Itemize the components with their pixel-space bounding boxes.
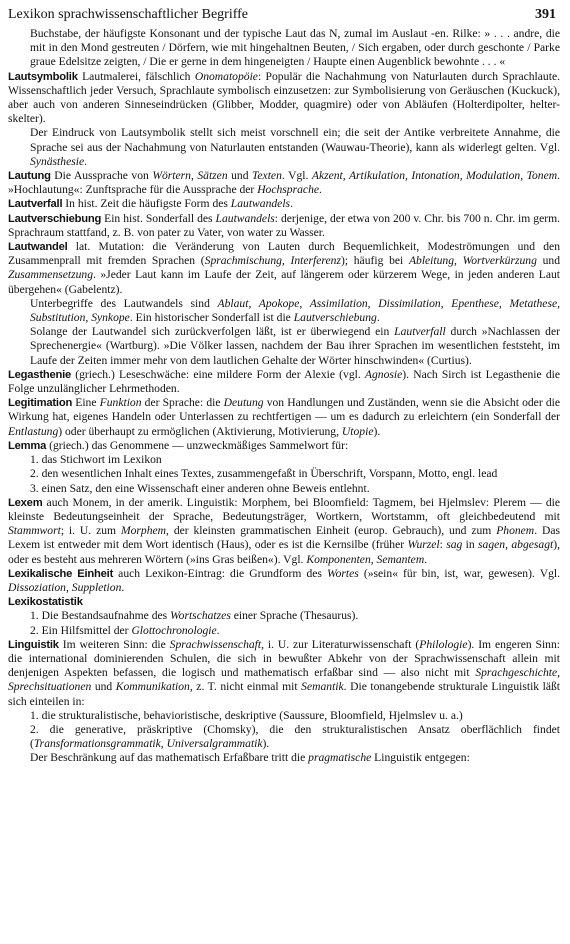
dictionary-entry	[8, 212, 560, 240]
text-run: 2. den wesentlichen Inhalt eines Textes, zusammengefaßt in Überschrift, Vorspann, Motto, engl. lead	[30, 467, 498, 481]
italic-term: Lautwandels	[230, 197, 291, 211]
italic-term: Phonem	[496, 524, 535, 538]
headword: Legitimation	[8, 397, 73, 410]
entry-definition	[8, 595, 560, 609]
entry-paragraph	[8, 325, 560, 368]
entry-definition	[8, 439, 560, 453]
text-run: 1. Die Bestandsaufnahme des	[30, 609, 171, 623]
text-run: 3. einen Satz, den eine Wissenschaft einer anderen ohne Beweis entlehnt.	[30, 481, 370, 495]
entry-definition	[8, 197, 560, 211]
text-run: .	[121, 580, 125, 594]
italic-term: Zusammensetzung	[8, 268, 94, 282]
dictionary-entry	[8, 638, 560, 766]
italic-term: Dissoziation, Suppletion	[8, 580, 122, 594]
text-run: und	[227, 169, 253, 183]
entry-list	[8, 27, 560, 766]
headword: Lautsymbolik	[8, 70, 78, 83]
italic-term: Glottochronologie	[131, 623, 217, 637]
italic-term: Philologie	[419, 637, 468, 651]
entry-definition	[8, 212, 560, 240]
italic-term: Wörtern, Sätzen	[152, 169, 228, 183]
dictionary-entry	[8, 595, 560, 638]
text-run: ). Im engeren Sinn: die international dominierenden Schulen, die sich in bewußter Abkehr von der Sprachwissenschaft allein mit denjenigen Aspekten befassen, die logisch und mathematisch erfaßbar sind — also nicht mit	[8, 637, 560, 680]
italic-term: Sprachmischung, Interferenz	[204, 254, 341, 268]
text-run: .	[376, 311, 380, 325]
italic-term: Semantik	[301, 680, 344, 694]
entry-definition	[8, 70, 560, 127]
running-title: Lexikon sprachwissenschaftlicher Begriffe	[8, 7, 248, 22]
headword: Lemma	[8, 439, 47, 452]
text-run: 1. die strukturalistische, behavioristische, deskriptive (Saussure, Bloomfield, Hjelmslev u. a.)	[30, 708, 463, 722]
text-run: Lautmalerei, fälschlich	[77, 69, 195, 83]
text-run: und	[536, 254, 560, 268]
italic-term: Entlastung	[8, 424, 59, 438]
list-item	[8, 482, 560, 496]
italic-term: Wortschatzes	[170, 609, 231, 623]
italic-term: abgesagt	[511, 538, 554, 552]
text-run: (»sein« für bin, ist, war, gewesen). Vgl.	[358, 566, 561, 580]
text-run: Solange der Lautwandel sich zurückverfolgen läßt, ist er überwiegend ein	[30, 325, 395, 339]
italic-term: Utopie	[341, 424, 374, 438]
italic-term: Onomatopöie	[194, 69, 258, 83]
text-run: :	[439, 538, 447, 552]
list-item	[8, 624, 560, 638]
italic-term: Kommunikation	[115, 680, 190, 694]
text-run: . Die tonangebende strukturale Linguistik läßt sich einteilen in:	[8, 680, 561, 708]
text-run: Unterbegriffe des Lautwandels sind	[30, 296, 218, 310]
text-run: Im weiteren Sinn: die	[58, 637, 170, 651]
page-header	[8, 6, 560, 23]
italic-term: Funktion	[99, 396, 142, 410]
text-run: und	[91, 680, 116, 694]
text-run: durch »Nachlassen der Sprechenergie« (Wartburg). »Die Völker lassen, nachdem der Bau ihrer Sprachen im wesentlichen feststeht, im Laufe der Zeiten immer mehr von dem lautlichen Gehalte der Wörter hinschwinden« (Curtius).	[30, 325, 560, 367]
text-run: 2. Ein Hilfsmittel der	[30, 623, 132, 637]
italic-term: sagen	[478, 538, 506, 552]
text-run: (griech.) das Genommene — unzweckmäßiges Sammelwort für:	[46, 438, 349, 452]
entry-definition	[8, 240, 560, 297]
text-run: ). Nach Sirch ist Legasthenie die Folge unzulänglicher Lehrmethoden.	[8, 367, 560, 396]
entry-definition	[8, 368, 560, 396]
dictionary-entry	[8, 439, 560, 496]
entry-definition	[8, 496, 560, 567]
entry-definition	[8, 27, 560, 70]
text-run: . Ein historischer Sonderfall ist die	[129, 311, 294, 325]
italic-term: Transformationsgrammatik, Universalgrammatik	[33, 737, 263, 751]
italic-term: pragmatische	[308, 751, 372, 765]
dictionary-page	[8, 0, 560, 766]
headword: Lexem	[8, 496, 43, 509]
text-run: .	[290, 197, 293, 211]
italic-term: Wurzel	[407, 538, 440, 552]
italic-term: Ableitung, Wortverkürzung	[408, 254, 537, 268]
italic-term: Komponenten, Semantem	[306, 552, 425, 566]
dictionary-entry	[8, 240, 560, 368]
italic-term: Lautwandels	[215, 211, 275, 225]
text-run: Eine	[72, 396, 100, 410]
text-run: ) oder überhaupt zu ermöglichen (Aktivierung, Motivierung,	[58, 424, 342, 438]
text-run: 2. die generative, präskriptive (Chomsky), die den strukturalistischen Ansatz oberflächlich findet (	[30, 722, 560, 751]
entry-definition	[8, 638, 560, 709]
text-run: Ein hist. Sonderfall des	[101, 211, 216, 225]
text-run: . »Jeder Laut kann im Laufe der Zeit, auf längerem oder kürzerem Wege, in jeden anderen Laut übergehen« (Gabelentz).	[8, 268, 560, 296]
italic-term: Synästhesie	[30, 154, 85, 168]
headword: Lexikostatistik	[8, 596, 83, 609]
dictionary-entry	[8, 396, 560, 439]
italic-term: sag	[446, 538, 463, 552]
text-run: . Vgl.	[281, 169, 312, 183]
text-run: von Handlungen und Zuständen, wenn sie die Absicht oder die Wirkung hat, eigenes Handeln oder Unterlassen zu rechtfertigen — um es dadurch zu erleichtern (ein Sonderfall der	[8, 396, 560, 424]
headword: Lautung	[8, 170, 51, 183]
text-run: .	[84, 154, 87, 168]
headword: Lexikalische Einheit	[8, 567, 114, 580]
text-run: der Sprache: die	[141, 396, 224, 410]
text-run: ; i. U. zum	[60, 524, 121, 538]
italic-term: Wortes	[327, 566, 359, 580]
dictionary-entry	[8, 197, 560, 211]
italic-term: Texten	[252, 169, 282, 183]
page-number: 391	[535, 7, 556, 22]
text-run: auch Monem, in der amerik. Linguistik: Morphem, bei Bloomfield: Tagmem, bei Hjelmslev: Plerem — die kleinste Bedeutungseinheit der Sprache, Bedeutungsträger, Wortkern, Wortstamm, oft gleichbedeutend mit	[8, 495, 560, 523]
text-run: . Das Lexem ist entweder mit dem Wort identisch (Haus), oder es ist die Kernsilbe (früher	[8, 524, 560, 552]
text-run: .	[216, 623, 220, 637]
list-item	[8, 453, 560, 467]
italic-term: Morphem	[120, 524, 167, 538]
dictionary-entry	[8, 496, 560, 567]
text-run: Der Eindruck von Lautsymbolik stellt sich meist vorschnell ein; die seit der Antike verbreitete Annahme, die Sprache sei aus der Nachahmung von Naturlauten entstanden (Wauwau-Theorie), kann als widerlegt gelten. Vgl.	[30, 126, 560, 154]
text-run: (griech.) Leseschwäche: eine mildere Form der Alexie (vgl.	[71, 367, 365, 381]
text-run: ); häufig bei	[340, 254, 409, 268]
italic-term: Ablaut, Apokope, Assimilation, Dissimilation, Epenthese, Metathese, Substitution, Synkope	[30, 296, 561, 325]
text-run: 1. das Stichwort im Lexikon	[30, 453, 162, 467]
entry-paragraph	[8, 126, 560, 169]
text-run: auch Lexikon-Eintrag: die Grundform des	[113, 566, 328, 580]
text-run: ).	[262, 737, 270, 751]
italic-term: Agnosie	[364, 367, 403, 381]
text-run: In hist. Zeit die häufigste Form des	[62, 197, 231, 211]
italic-term: Lautverfall	[394, 325, 446, 339]
text-run: .	[424, 552, 428, 566]
headword: Lautverfall	[8, 198, 63, 211]
entry-paragraph	[8, 297, 560, 325]
list-item	[8, 609, 560, 623]
text-run: lat. Mutation: die Veränderung von Lauten durch Bequemlichkeit, Modeströmungen und den Zusammenprall mit fremden Sprachen (	[8, 240, 560, 268]
italic-term: Stammwort	[8, 524, 61, 538]
text-run: Buchstabe, der häufigste Konsonant und der typische Laut das N, zumal im Auslaut -en. Rilke: » . . . andre, die mit in den Mond gestreuten / Dörfern, wie mit hingehaltnen Beuten, / Sich ergaben, oder durch geschonte / Parke graue Edelsitze zeigten, / Die er gerne in dem hingeneigten / Haupte einen Augenblick bewohnte . . . «	[30, 27, 560, 69]
text-run: Linguistik entgegen:	[371, 751, 470, 765]
text-run: ).	[373, 424, 381, 438]
list-item	[8, 709, 560, 723]
text-run: einer Sprache (Thesaurus).	[230, 609, 359, 623]
text-run: Die Aussprache von	[50, 169, 153, 183]
text-run: , z. T. nicht einmal mit	[189, 680, 302, 694]
list-item	[8, 467, 560, 481]
italic-term: Sprachwissenschaft	[169, 637, 262, 651]
italic-term: Deutung	[223, 396, 264, 410]
text-run: ), oder es besteht aus mehreren Wörtern (»ins Gras beißen«). Vgl.	[8, 538, 560, 566]
dictionary-entry	[8, 567, 560, 595]
entry-paragraph	[8, 751, 560, 765]
dictionary-entry	[8, 27, 560, 70]
text-run: : derjenige, der etwa von 200 v. Chr. bis 700 n. Chr. im germ. Sprachraum stattfand, z. B. von pater zu Vater, von water zu Wasser.	[8, 211, 560, 239]
dictionary-entry	[8, 368, 560, 396]
text-run: , i. U. zur Literaturwissenschaft (	[261, 637, 420, 651]
headword: Legasthenie	[8, 368, 72, 381]
dictionary-entry	[8, 169, 560, 197]
italic-term: Lautverschiebung	[293, 311, 377, 325]
text-run: : Populär die Nachahmung von Naturlauten durch Sprachlaute. Wissenschaftlich jeder Versuch, Sprachlaute symbolisch einzusetzen: zur Symbolisierung von Geräuschen (Kuckuck), aber auch von anderen Sinneseindrücken (Glibber, Modder, quagmire) oder von Abläufen (Holterdipolter, helter-skelter).	[8, 69, 560, 126]
headword: Linguistik	[8, 638, 59, 651]
entry-definition	[8, 169, 560, 197]
text-run: Der Beschränkung auf das mathematisch Erfaßbare tritt die	[30, 751, 309, 765]
dictionary-entry	[8, 70, 560, 169]
list-item	[8, 723, 560, 751]
italic-term: Sprachgeschichte, Sprechsituationen	[8, 666, 560, 694]
text-run: , der kleinsten grammatischen Einheit (europ. Gebrauch), und zum	[166, 524, 497, 538]
entry-definition	[8, 567, 560, 595]
text-run: in	[462, 538, 479, 552]
headword: Lautwandel	[8, 241, 68, 254]
entry-definition	[8, 396, 560, 439]
italic-term: Akzent, Artikulation, Intonation, Modulation, Tonem	[311, 169, 558, 183]
text-run: ,	[505, 538, 512, 552]
italic-term: Hochsprache	[257, 183, 320, 197]
text-run: . »Hochlautung«: Zunftsprache für die Aussprache der	[8, 169, 560, 197]
text-run: .	[319, 183, 322, 197]
headword: Lautverschiebung	[8, 212, 102, 225]
